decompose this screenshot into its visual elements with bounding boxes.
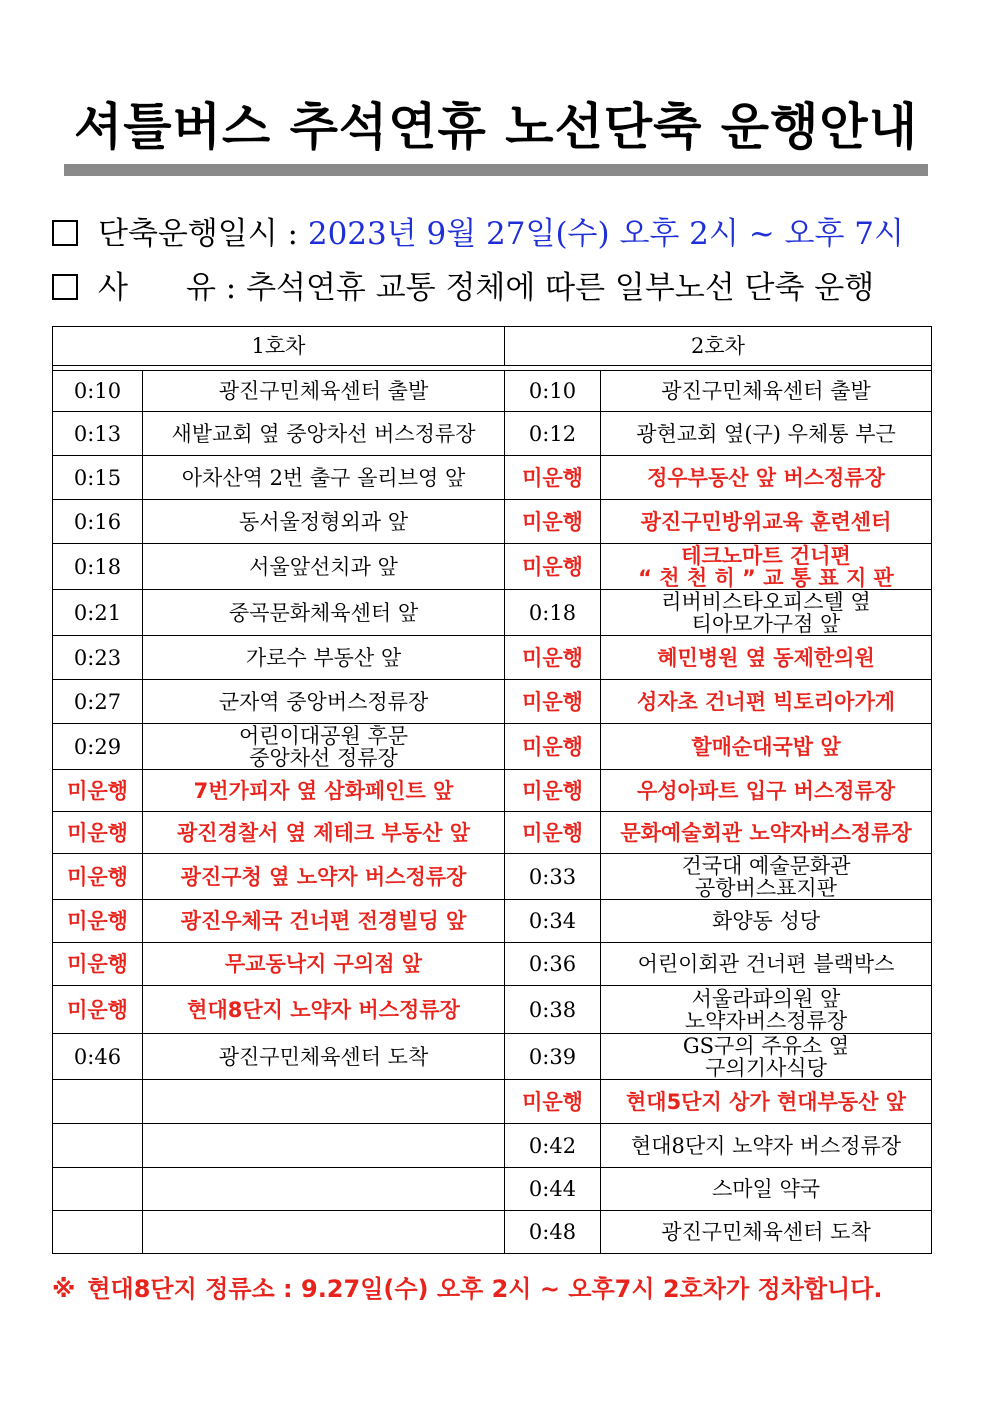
bus2-stop-cell-line2: 티아모가구점 앞: [691, 611, 841, 636]
table-row: [53, 770, 932, 812]
table-row: [53, 1168, 932, 1211]
bus2-stop-cell: 정우부동산 앞 버스정류장: [601, 456, 932, 500]
bus1-time-cell: 미운행: [53, 854, 143, 900]
bus2-stop-cell-line2: 공항버스표지판: [694, 875, 837, 900]
bus1-time-cell: 0:46: [53, 1034, 143, 1080]
bus1-time-cell: 0:16: [53, 500, 143, 544]
bus2-time-cell: 미운행: [505, 544, 601, 590]
table-row: [53, 412, 932, 456]
info-reason-line: [52, 268, 874, 308]
bus1-stop-cell: 현대8단지 노약자 버스정류장: [143, 986, 505, 1034]
table-row: [53, 1124, 932, 1168]
table-row: [53, 371, 932, 412]
bus2-stop-cell: 광현교회 옆(구) 우체통 부근: [601, 412, 932, 456]
bus2-time-cell: 0:42: [505, 1124, 601, 1168]
bus2-time-cell: 0:39: [505, 1034, 601, 1080]
bus2-stop-cell-line1: 서울라파의원 앞: [691, 986, 841, 1011]
bus2-time-cell: 미운행: [505, 724, 601, 770]
bus1-time-cell: [53, 1080, 143, 1124]
reason-value: 추석연휴 교통 정체에 따른 일부노선 단축 운행: [246, 270, 875, 306]
table-header-row: [53, 327, 932, 366]
table-row: [53, 590, 932, 636]
table-row: [53, 854, 932, 900]
bus1-time-cell: 미운행: [53, 812, 143, 854]
bus2-time-cell: 미운행: [505, 1080, 601, 1124]
checkbox-square-icon: [52, 220, 78, 246]
bus2-stop-cell: 성자초 건너편 빅토리아가게: [601, 680, 932, 724]
bus2-time-cell: 0:48: [505, 1211, 601, 1254]
bus1-time-cell: 0:10: [53, 371, 143, 412]
bus1-stop-cell: 광진구민체육센터 출발: [143, 371, 505, 412]
header-bus2: 2호차: [505, 327, 932, 366]
bus1-time-cell: 0:13: [53, 412, 143, 456]
table-row: [53, 986, 932, 1034]
table-row: [53, 812, 932, 854]
date-value: 2023년 9월 27일(수) 오후 2시 ~ 오후 7시: [307, 216, 904, 252]
bus2-stop-cell: 어린이회관 건너편 블랙박스: [601, 943, 932, 986]
bus2-time-cell: 0:44: [505, 1168, 601, 1211]
footer-note: [52, 1272, 932, 1306]
bus1-time-cell: [53, 1168, 143, 1211]
bus2-stop-cell-line1: 건국대 예술문화관: [681, 853, 851, 878]
bus2-stop-cell: [601, 854, 932, 900]
date-label: 단축운행일시 :: [98, 216, 298, 252]
schedule-table: [52, 326, 932, 1254]
bus1-stop-cell-line1: 어린이대공원 후문: [239, 723, 408, 748]
reason-label-a: 사: [98, 270, 128, 306]
bus2-stop-cell-line2: 구의기사식당: [705, 1055, 827, 1080]
bus1-stop-cell: [143, 1211, 505, 1254]
bus2-stop-cell: 광진구민방위교육 훈련센터: [601, 500, 932, 544]
bus1-stop-cell: 무교동낙지 구의점 앞: [143, 943, 505, 986]
bus2-time-cell: 미운행: [505, 500, 601, 544]
bus1-stop-cell: 광진우체국 건너편 전경빌딩 앞: [143, 900, 505, 943]
bus1-stop-cell-line2: 중앙차선 정류장: [249, 745, 398, 770]
bus2-stop-cell: 혜민병원 옆 동제한의원: [601, 636, 932, 680]
bus2-stop-cell: 우성아파트 입구 버스정류장: [601, 770, 932, 812]
bus1-stop-cell: 광진구청 옆 노약자 버스정류장: [143, 854, 505, 900]
bus1-time-cell: 0:23: [53, 636, 143, 680]
bus2-stop-cell-line1: 테크노마트 건너편: [681, 543, 851, 568]
bus2-time-cell: 0:34: [505, 900, 601, 943]
bus2-stop-cell: 광진구민체육센터 도착: [601, 1211, 932, 1254]
table-row: [53, 1034, 932, 1080]
bus2-stop-cell-line2: 노약자버스정류장: [684, 1008, 848, 1033]
bus1-stop-cell: 군자역 중앙버스정류장: [143, 680, 505, 724]
table-row: [53, 1080, 932, 1124]
bus2-time-cell: 0:12: [505, 412, 601, 456]
bus2-time-cell: 0:38: [505, 986, 601, 1034]
bus1-stop-cell: [143, 1124, 505, 1168]
page-title: 셔틀버스 추석연휴 노선단축 운행안내: [73, 98, 919, 156]
table-row: [53, 900, 932, 943]
reason-label-b: 유 :: [185, 270, 237, 306]
bus2-time-cell: 0:33: [505, 854, 601, 900]
bus2-stop-cell: 화양동 성당: [601, 900, 932, 943]
bus2-stop-cell: 광진구민체육센터 출발: [601, 371, 932, 412]
bus1-stop-cell: 동서울정형외과 앞: [143, 500, 505, 544]
bus2-stop-cell-line2: “ 천 천 히 ” 교 통 표 지 판: [638, 565, 894, 590]
bus1-stop-cell: 중곡문화체육센터 앞: [143, 590, 505, 636]
bus1-time-cell: 미운행: [53, 986, 143, 1034]
bus1-time-cell: 0:21: [53, 590, 143, 636]
table-row: [53, 1211, 932, 1254]
bus1-time-cell: 미운행: [53, 770, 143, 812]
bus2-time-cell: 미운행: [505, 636, 601, 680]
bus2-stop-cell: 할매순대국밥 앞: [601, 724, 932, 770]
info-date-line: [52, 214, 904, 254]
table-row: [53, 636, 932, 680]
bus2-time-cell: 0:18: [505, 590, 601, 636]
bus1-stop-cell: 새밭교회 옆 중앙차선 버스정류장: [143, 412, 505, 456]
bus2-stop-cell: 현대8단지 노약자 버스정류장: [601, 1124, 932, 1168]
bus2-time-cell: 미운행: [505, 770, 601, 812]
bus2-time-cell: 0:36: [505, 943, 601, 986]
title-underline-bar: [64, 164, 928, 176]
bus2-stop-cell: 현대5단지 상가 현대부동산 앞: [601, 1080, 932, 1124]
table-row: [53, 943, 932, 986]
bus1-time-cell: 0:29: [53, 724, 143, 770]
bus2-stop-cell: [601, 544, 932, 590]
bus1-stop-cell: 가로수 부동산 앞: [143, 636, 505, 680]
bus2-time-cell: 0:10: [505, 371, 601, 412]
table-row: [53, 456, 932, 500]
bus2-time-cell: 미운행: [505, 456, 601, 500]
footer-text: 현대8단지 정류소 : 9.27일(수) 오후 2시 ~ 오후7시 2호차가 정차합니다.: [87, 1275, 883, 1303]
bus2-time-cell: 미운행: [505, 812, 601, 854]
bus1-stop-cell: [143, 724, 505, 770]
table-row: [53, 500, 932, 544]
bus1-time-cell: 0:27: [53, 680, 143, 724]
bus2-stop-cell: [601, 590, 932, 636]
bus2-stop-cell-line1: GS구의 주유소 옆: [682, 1033, 850, 1058]
bus1-time-cell: [53, 1124, 143, 1168]
bus2-stop-cell-line1: 리버비스타오피스텔 옆: [661, 589, 871, 614]
bus1-time-cell: 0:18: [53, 544, 143, 590]
bus2-stop-cell: 문화예술회관 노약자버스정류장: [601, 812, 932, 854]
bus1-stop-cell: [143, 1080, 505, 1124]
checkbox-square-icon: [52, 274, 78, 300]
bus2-stop-cell: 스마일 약국: [601, 1168, 932, 1211]
bus1-time-cell: [53, 1211, 143, 1254]
bus1-time-cell: 미운행: [53, 900, 143, 943]
bus2-time-cell: 미운행: [505, 680, 601, 724]
bus1-stop-cell: 아차산역 2번 출구 올리브영 앞: [143, 456, 505, 500]
bus2-stop-cell: [601, 986, 932, 1034]
table-row: [53, 680, 932, 724]
bus1-stop-cell: [143, 1168, 505, 1211]
bus2-stop-cell: [601, 1034, 932, 1080]
bus1-time-cell: 미운행: [53, 943, 143, 986]
reference-mark: ※: [52, 1275, 76, 1303]
bus1-time-cell: 0:15: [53, 456, 143, 500]
table-row: [53, 544, 932, 590]
bus1-stop-cell: 광진구민체육센터 도착: [143, 1034, 505, 1080]
header-bus1: 1호차: [53, 327, 505, 366]
table-row: [53, 724, 932, 770]
bus1-stop-cell: 광진경찰서 옆 제테크 부동산 앞: [143, 812, 505, 854]
bus1-stop-cell: 7번가피자 옆 삼화페인트 앞: [143, 770, 505, 812]
bus1-stop-cell: 서울앞선치과 앞: [143, 544, 505, 590]
